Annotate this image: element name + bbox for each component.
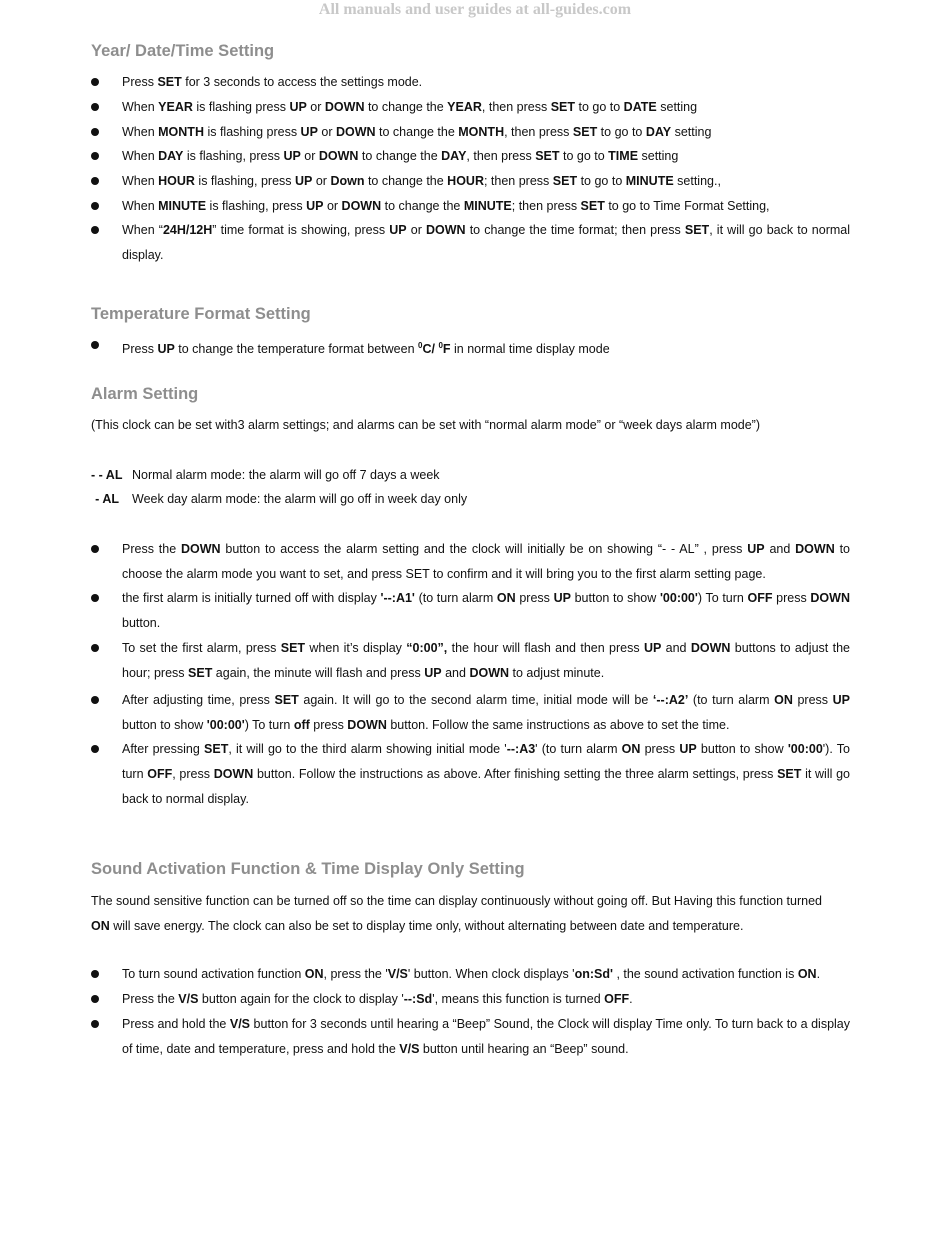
list-item-text: When HOUR is flashing, press UP or Down to change the HOUR; then press SET to go to MINUTE setting., bbox=[122, 174, 721, 188]
bullet-icon bbox=[91, 644, 99, 652]
list-item bbox=[91, 120, 850, 145]
list-item bbox=[91, 636, 850, 686]
list-item bbox=[91, 218, 850, 268]
list-item-text: After pressing SET, it will go to the third alarm showing initial mode '--:A3' (to turn alarm ON press UP button to show '00:00'). To turn OFF, press DOWN button. Follow the instructions as above. After finishing setting the three alarm settings, press SET it will go back to normal display. bbox=[122, 742, 850, 806]
bullet-icon bbox=[91, 545, 99, 553]
bullet-icon bbox=[91, 226, 99, 234]
list-item bbox=[91, 169, 850, 194]
bullet-icon bbox=[91, 103, 99, 111]
list-item bbox=[91, 688, 850, 738]
heading-alarm-setting: Alarm Setting bbox=[91, 385, 199, 403]
list-item-text: Press the DOWN button to access the alarm setting and the clock will initially be on showing “- - AL” , press UP and DOWN to choose the alarm mode you want to set, and press SET to confirm and it will bring you to the first alarm setting page. bbox=[122, 542, 850, 581]
bullet-icon bbox=[91, 177, 99, 185]
list-item-text: Press and hold the V/S button for 3 seconds until hearing a “Beep” Sound, the Clock will display Time only. To turn back to a display of time, date and temperature, press and hold the V/S button until hearing an “Beep” sound. bbox=[122, 1017, 851, 1056]
list-item bbox=[91, 962, 850, 987]
list-item-text: the first alarm is initially turned off with display '--:A1' (to turn alarm ON press UP button to show '00:00') To turn OFF press DOWN button. bbox=[122, 591, 850, 630]
list-item bbox=[91, 70, 850, 95]
list-item bbox=[91, 1012, 850, 1062]
list-item bbox=[91, 144, 850, 169]
list-item bbox=[91, 737, 850, 812]
sound-intro: The sound sensitive function can be turned off so the time can display continuously without going off. But Having this function turned ON will save energy. The clock can also be set to display time only, without alternating between date and temperature. bbox=[91, 894, 822, 933]
list-item-temperature bbox=[91, 333, 850, 362]
list-item-text: When DAY is flashing, press UP or DOWN to change the DAY, then press SET to go to TIME setting bbox=[122, 149, 679, 163]
watermark: All manuals and user guides at all-guides.com bbox=[318, 1, 632, 18]
list-item-text: When MINUTE is flashing, press UP or DOWN to change the MINUTE; then press SET to go to Time Format Setting, bbox=[122, 199, 770, 213]
list-item-text: When MONTH is flashing press UP or DOWN to change the MONTH, then press SET to go to DAY setting bbox=[122, 125, 712, 139]
list-item bbox=[91, 194, 850, 219]
alarm-mode-weekday: - AL Week day alarm mode: the alarm will go off in week day only bbox=[95, 492, 468, 506]
alarm-intro: (This clock can be set with3 alarm settings; and alarms can be set with “normal alarm mode” or “week days alarm mode”) bbox=[91, 418, 761, 432]
bullet-icon bbox=[91, 341, 99, 349]
heading-year-date-time: Year/ Date/Time Setting bbox=[91, 42, 275, 60]
bullet-icon bbox=[91, 995, 99, 1003]
bullet-icon bbox=[91, 1020, 99, 1028]
list-item-text: When YEAR is flashing press UP or DOWN to change the YEAR, then press SET to go to DATE setting bbox=[122, 100, 698, 114]
heading-temperature-format: Temperature Format Setting bbox=[91, 305, 311, 323]
alarm-mode-normal: - - AL Normal alarm mode: the alarm will go off 7 days a week bbox=[91, 468, 440, 482]
list-item-text: After adjusting time, press SET again. It will go to the second alarm time, initial mode will be ‘--:A2’ (to turn alarm ON press UP button to show '00:00') To turn off press DOWN button. Follow the same instructions as above to set the time. bbox=[122, 693, 850, 732]
list-item-text: Press UP to change the temperature format between $^0$C/ $^0$F in normal time display mode bbox=[122, 341, 610, 357]
bullet-icon bbox=[91, 78, 99, 86]
bullet-icon bbox=[91, 128, 99, 136]
list-item bbox=[91, 537, 850, 587]
list-item bbox=[91, 95, 850, 120]
bullet-icon bbox=[91, 970, 99, 978]
list-item bbox=[91, 586, 850, 636]
list-item-text: To turn sound activation function ON, press the 'V/S' button. When clock displays 'on:Sd' , the sound activation function is ON. bbox=[122, 967, 821, 981]
bullet-icon bbox=[91, 594, 99, 602]
list-item-text: When “24H/12H” time format is showing, press UP or DOWN to change the time format; then press SET, it will go back to normal display. bbox=[122, 223, 851, 262]
bullet-icon bbox=[91, 152, 99, 160]
list-item bbox=[91, 987, 850, 1012]
bullet-icon bbox=[91, 202, 99, 210]
bullet-icon bbox=[91, 696, 99, 704]
bullet-icon bbox=[91, 745, 99, 753]
list-item-text: To set the first alarm, press SET when it’s display “0:00”, the hour will flash and then press UP and DOWN buttons to adjust the hour; press SET again, the minute will flash and press UP and DOWN to adjust minute. bbox=[122, 641, 850, 680]
list-item-text: Press the V/S button again for the clock to display '--:Sd', means this function is turned OFF. bbox=[122, 992, 633, 1006]
heading-sound-activation: Sound Activation Function & Time Display Only Setting bbox=[91, 860, 525, 878]
list-item-text: Press SET for 3 seconds to access the settings mode. bbox=[122, 75, 423, 89]
